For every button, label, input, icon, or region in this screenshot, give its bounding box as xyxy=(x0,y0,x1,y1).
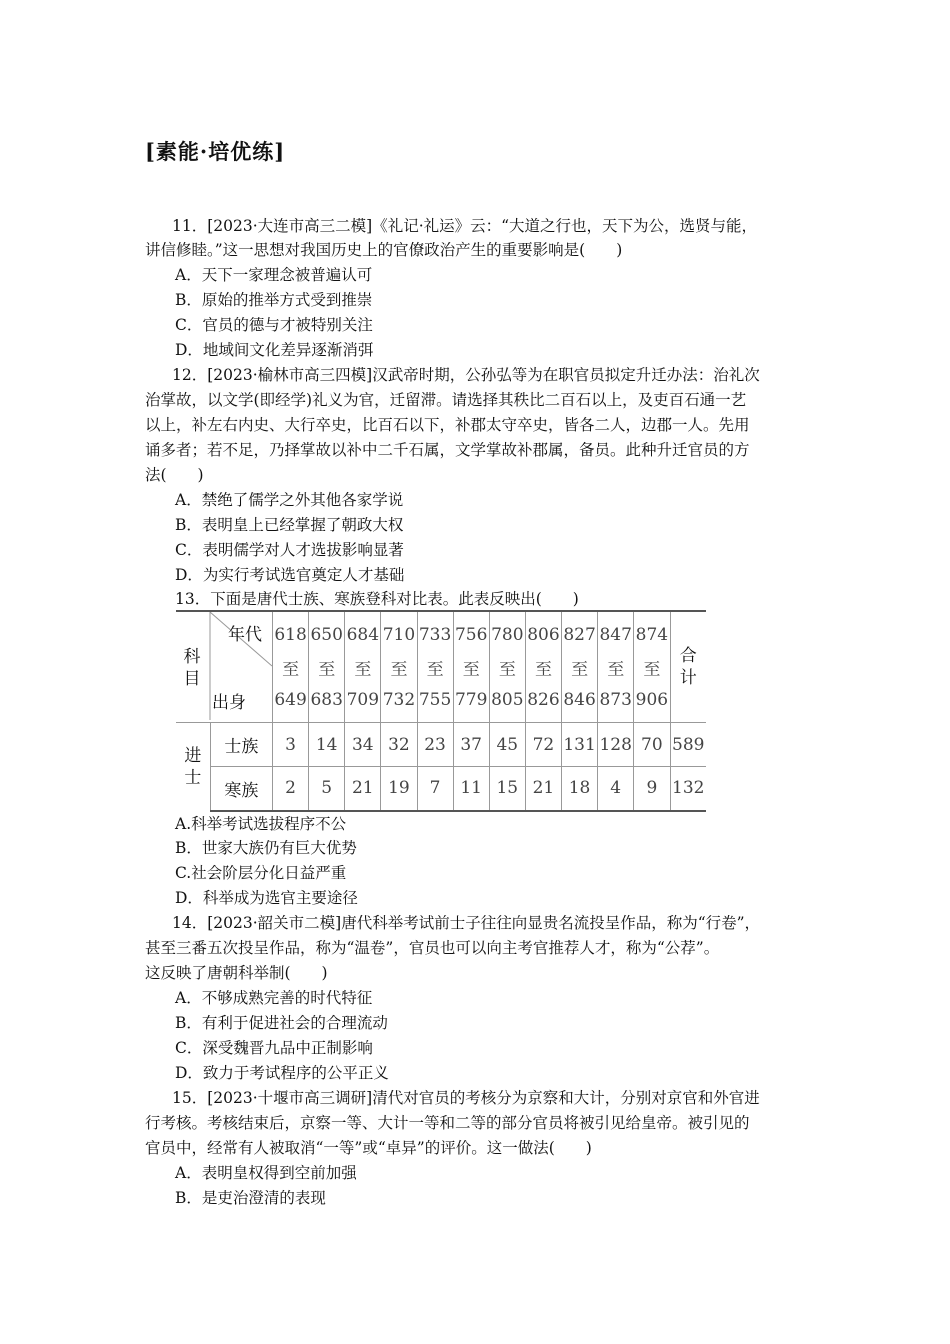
table-cell: 9 xyxy=(634,767,670,811)
q11-option-c[interactable]: C．官员的德与才被特别关注 xyxy=(175,316,373,334)
q12-stem-line-5: 法( ) xyxy=(145,466,204,484)
period-header: 847 至 873 xyxy=(598,611,634,723)
table-cell-total: 132 xyxy=(670,767,706,811)
period-header: 827 至 846 xyxy=(562,611,598,723)
table-cell: 3 xyxy=(273,723,309,767)
table-cell: 70 xyxy=(634,723,670,767)
q14-stem-line-2: 甚至三番五次投呈作品，称为“温卷”，官员也可以向主考官推荐人才，称为“公荐”。 xyxy=(145,939,720,957)
q15-option-a[interactable]: A．表明皇权得到空前加强 xyxy=(175,1164,357,1182)
q15-stem-line-2: 行考核。考核结束后，京察一等、大计一等和二等的部分官员将被引见给皇帝。被引见的 xyxy=(145,1114,750,1132)
q15-stem-line-1: 15．[2023·十堰市高三调研]清代对官员的考核分为京察和大计，分别对京官和外官进 xyxy=(172,1089,760,1107)
period-header: 874 至 906 xyxy=(634,611,670,723)
q12-option-b[interactable]: B．表明皇上已经掌握了朝政大权 xyxy=(175,516,404,534)
table-cell: 5 xyxy=(309,767,345,811)
q14-option-d[interactable]: D．致力于考试程序的公平正义 xyxy=(175,1064,389,1082)
table-cell: 128 xyxy=(598,723,634,767)
group-label-jinshi: 进士 xyxy=(176,723,210,811)
q12-stem-line-2: 治掌故，以文学(即经学)礼义为官，迁留滞。请选择其秩比二百石以上，及吏百石通一艺 xyxy=(145,391,747,409)
table-cell-total: 589 xyxy=(670,723,706,767)
q14-option-b[interactable]: B．有利于促进社会的合理流动 xyxy=(175,1014,388,1032)
q11-stem-line-2: 讲信修睦。”这一思想对我国历史上的官僚政治产生的重要影响是( ) xyxy=(145,241,623,259)
total-header: 合计 xyxy=(670,611,706,723)
q12-option-d[interactable]: D．为实行考试选官奠定人才基础 xyxy=(175,566,405,584)
period-header: 618 至 649 xyxy=(273,611,309,723)
table-cell: 45 xyxy=(489,723,525,767)
q12-stem-line-3: 以上，补左右内史、大行卒史，比百石以下，补郡太守卒史，皆各二人，边郡一人。先用 xyxy=(145,416,750,434)
row-label-hanzu: 寒族 xyxy=(210,767,272,811)
corner-subject-label: 科目 xyxy=(183,647,201,689)
table-cell: 15 xyxy=(489,767,525,811)
q12-stem-line-4: 诵多者；若不足，乃择掌故以补中二千石属，文学掌故补郡属，备员。此种升迁官员的方 xyxy=(145,441,750,459)
q11-option-b[interactable]: B．原始的推举方式受到推崇 xyxy=(175,291,373,309)
q12-stem-line-1: 12．[2023·榆林市高三四模]汉武帝时期，公孙弘等为在职官员拟定升迁办法：治礼次 xyxy=(172,366,760,384)
period-header: 710 至 732 xyxy=(381,611,417,723)
corner-origin-label: 出身 xyxy=(212,693,246,713)
q14-option-a[interactable]: A．不够成熟完善的时代特征 xyxy=(175,989,373,1007)
period-header: 806 至 826 xyxy=(525,611,561,723)
q14-stem-line-1: 14．[2023·韶关市二模]唐代科举考试前士子往往向显贵名流投呈作品，称为“行卷”， xyxy=(172,914,761,932)
period-header: 684 至 709 xyxy=(345,611,381,723)
q15-option-b[interactable]: B．是吏治澄清的表现 xyxy=(175,1189,326,1207)
q14-option-c[interactable]: C．深受魏晋九品中正制影响 xyxy=(175,1039,373,1057)
corner-year-label: 年代 xyxy=(228,625,262,645)
table-cell: 34 xyxy=(345,723,381,767)
q11-option-a[interactable]: A．天下一家理念被普遍认可 xyxy=(175,266,373,284)
period-header: 780 至 805 xyxy=(489,611,525,723)
q13-stem-line-1: 13．下面是唐代士族、寒族登科对比表。此表反映出( ) xyxy=(175,590,579,608)
table-cell: 37 xyxy=(453,723,489,767)
table-cell: 11 xyxy=(453,767,489,811)
table-cell: 72 xyxy=(525,723,561,767)
q11-stem-line-1: 11．[2023·大连市高三二模]《礼记·礼运》云：“大道之行也，天下为公，选贤与能， xyxy=(172,217,758,235)
table-cell: 19 xyxy=(381,767,417,811)
table-cell: 18 xyxy=(562,767,598,811)
section-title: [素能·培优练] xyxy=(145,139,286,164)
period-header: 756 至 779 xyxy=(453,611,489,723)
period-header: 650 至 683 xyxy=(309,611,345,723)
q13-option-c[interactable]: C.社会阶层分化日益严重 xyxy=(175,864,347,882)
table-corner-header xyxy=(176,611,273,723)
table-cell: 7 xyxy=(417,767,453,811)
table-cell: 21 xyxy=(525,767,561,811)
table-cell: 2 xyxy=(273,767,309,811)
table-cell: 14 xyxy=(309,723,345,767)
q14-stem-line-3: 这反映了唐朝科举制( ) xyxy=(145,964,328,982)
row-label-shizu: 士族 xyxy=(210,723,272,767)
period-header: 733 至 755 xyxy=(417,611,453,723)
q12-option-c[interactable]: C．表明儒学对人才选拔影响显著 xyxy=(175,541,404,559)
q11-option-d[interactable]: D．地域间文化差异逐渐消弭 xyxy=(175,341,374,359)
exam-comparison-table xyxy=(176,610,706,812)
q13-option-a[interactable]: A.科举考试选拔程序不公 xyxy=(175,815,347,833)
table-cell: 4 xyxy=(598,767,634,811)
table-cell: 131 xyxy=(562,723,598,767)
table-cell: 23 xyxy=(417,723,453,767)
table-cell: 32 xyxy=(381,723,417,767)
q13-option-d[interactable]: D．科举成为选官主要途径 xyxy=(175,889,358,907)
table-cell: 21 xyxy=(345,767,381,811)
q13-option-b[interactable]: B．世家大族仍有巨大优势 xyxy=(175,839,357,857)
q12-option-a[interactable]: A．禁绝了儒学之外其他各家学说 xyxy=(175,491,404,509)
q15-stem-line-3: 官员中，经常有人被取消“一等”或“卓异”的评价。这一做法( ) xyxy=(145,1139,592,1157)
